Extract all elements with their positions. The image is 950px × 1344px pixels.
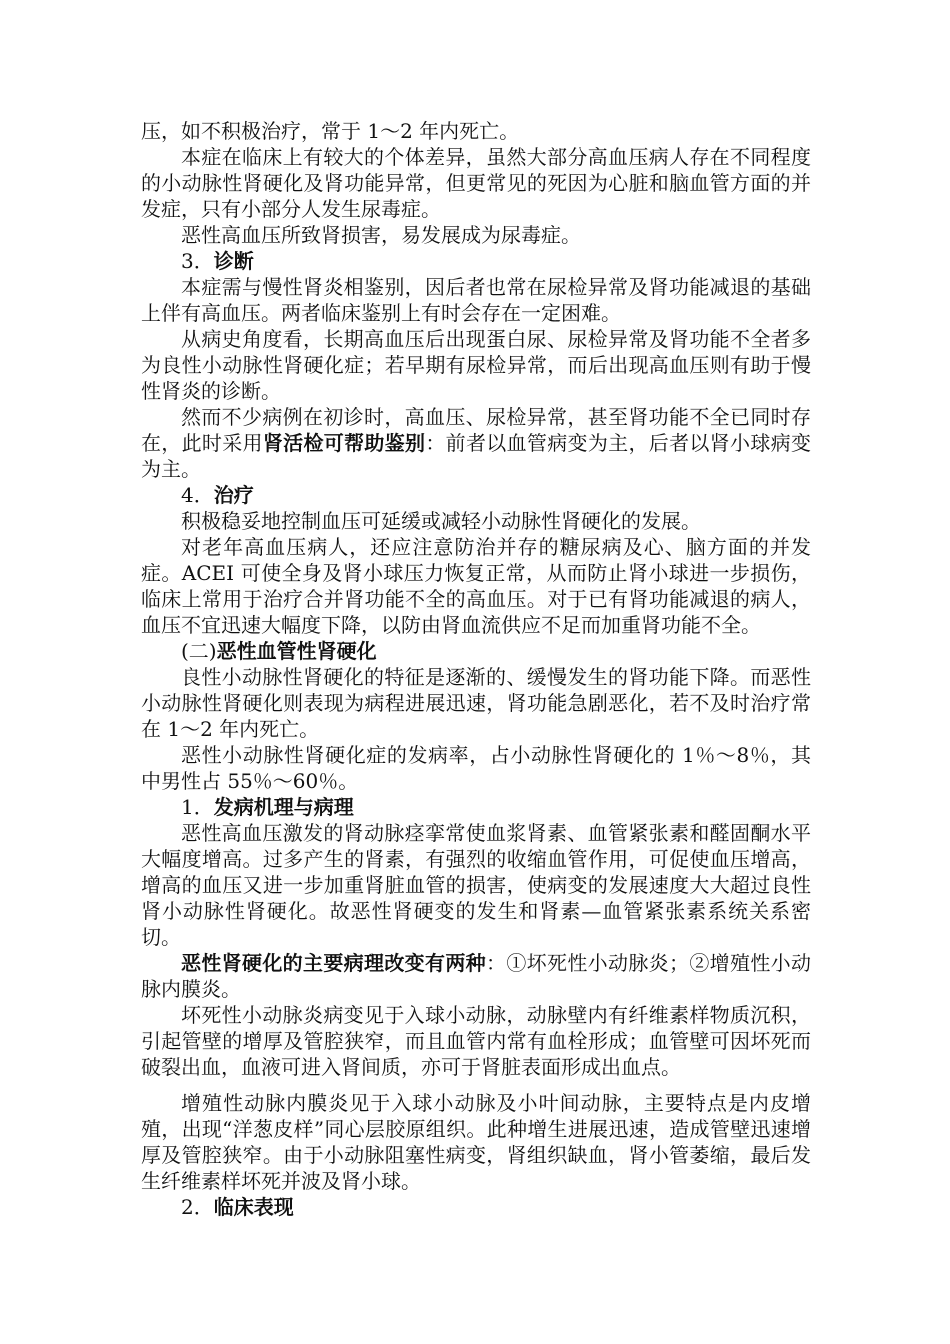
paragraph [141, 274, 811, 326]
text-run: ：①坏死性小动脉炎；②增殖性小动脉内膜炎。 [141, 951, 811, 1001]
bold-text: 发病机理与病理 [213, 795, 354, 819]
paragraph [141, 404, 811, 482]
text-run: 积极稳妥地控制血压可延缓或减轻小动脉性肾硬化的发展。 [181, 509, 701, 533]
bold-text: 肾活检可帮助鉴别 [262, 431, 426, 455]
paragraph [141, 508, 811, 534]
text-run: 然而不少病例在初诊时，高血压、尿检异常，甚至肾功能不全已同时存在，此时采用 [141, 405, 811, 455]
bold-text: 诊断 [213, 249, 254, 273]
text-run: 本症需与慢性肾炎相鉴别，因后者也常在尿检异常及肾功能减退的基础上伴有高血压。两者临床鉴别上有时会存在一定困难。 [141, 275, 811, 325]
bold-text: 治疗 [213, 483, 254, 507]
text-run: 增殖性动脉内膜炎见于入球小动脉及小叶间动脉，主要特点是内皮增殖，出现“洋葱皮样”同心层胶原组织。此种增生进展迅速，造成管壁迅速增厚及管腔狭窄。由于小动脉阻塞性病变，肾组织缺血，肾小管萎缩，最后发生纤维素样坏死并波及肾小球。 [141, 1091, 811, 1193]
paragraph [141, 144, 811, 222]
paragraph [141, 1002, 811, 1080]
text-run: 本症在临床上有较大的个体差异，虽然大部分高血压病人存在不同程度的小动脉性肾硬化及肾功能异常，但更常见的死因为心脏和脑血管方面的并发症，只有小部分人发生尿毒症。 [141, 145, 811, 221]
section-heading [141, 1194, 811, 1220]
paragraph [141, 326, 811, 404]
document-page [141, 118, 811, 1220]
text-run: 坏死性小动脉炎病变见于入球小动脉，动脉壁内有纤维素样物质沉积，引起管壁的增厚及管腔狭窄，而且血管内常有血栓形成；血管壁可因坏死而破裂出血，血液可进入肾间质，亦可于肾脏表面形成出血点。 [141, 1003, 811, 1079]
paragraph [141, 950, 811, 1002]
bold-text: 临床表现 [213, 1195, 294, 1219]
text-run: 3． [181, 249, 214, 273]
text-run: 对老年高血压病人，还应注意防治并存的糖尿病及心、脑方面的并发症。ACEI 可使全身及肾小球压力恢复正常，从而防止肾小球进一步损伤，临床上常用于治疗合并肾功能不全的高血压。对于已有肾功能减退的病人，血压不宜迅速大幅度下降，以防由肾血流供应不足而加重肾功能不全。 [141, 535, 811, 637]
paragraph [141, 1090, 811, 1194]
text-run: 2． [181, 1195, 214, 1219]
paragraph-gap [141, 1080, 811, 1090]
text-run: 恶性高血压所致肾损害，易发展成为尿毒症。 [181, 223, 581, 247]
bold-text: 恶性肾硬化的主要病理改变有两种 [181, 951, 486, 975]
paragraph [141, 118, 811, 144]
text-run: ：前者以血管病变为主，后者以肾小球病变为主。 [141, 431, 811, 481]
section-heading [141, 482, 811, 508]
paragraph [141, 664, 811, 742]
text-run: 恶性小动脉性肾硬化症的发病率，占小动脉性肾硬化的 1％～8％，其中男性占 55％～60％。 [141, 743, 811, 793]
text-run: 从病史角度看，长期高血压后出现蛋白尿、尿检异常及肾功能不全者多为良性小动脉性肾硬化症；若早期有尿检异常，而后出现高血压则有助于慢性肾炎的诊断。 [141, 327, 811, 403]
section-heading [141, 248, 811, 274]
text-run: 恶性高血压激发的肾动脉痉挛常使血浆肾素、血管紧张素和醛固酮水平大幅度增高。过多产生的肾素，有强烈的收缩血管作用，可促使血压增高，增高的血压又进一步加重肾脏血管的损害，使病变的发展速度大大超过良性肾小动脉性肾硬化。故恶性肾硬变的发生和肾素—血管紧张素系统关系密切。 [141, 821, 811, 949]
text-run: (二) [181, 639, 217, 663]
section-heading [141, 794, 811, 820]
bold-text: 恶性血管性肾硬化 [216, 639, 377, 663]
text-run: 4． [181, 483, 214, 507]
section-heading [141, 638, 811, 664]
paragraph [141, 222, 811, 248]
text-run: 1． [181, 795, 214, 819]
paragraph [141, 742, 811, 794]
text-run: 良性小动脉性肾硬化的特征是逐渐的、缓慢发生的肾功能下降。而恶性小动脉性肾硬化则表现为病程进展迅速，肾功能急剧恶化，若不及时治疗常在 1～2 年内死亡。 [141, 665, 811, 741]
paragraph [141, 820, 811, 950]
paragraph [141, 534, 811, 638]
text-run: 压，如不积极治疗，常于 1～2 年内死亡。 [141, 119, 520, 143]
